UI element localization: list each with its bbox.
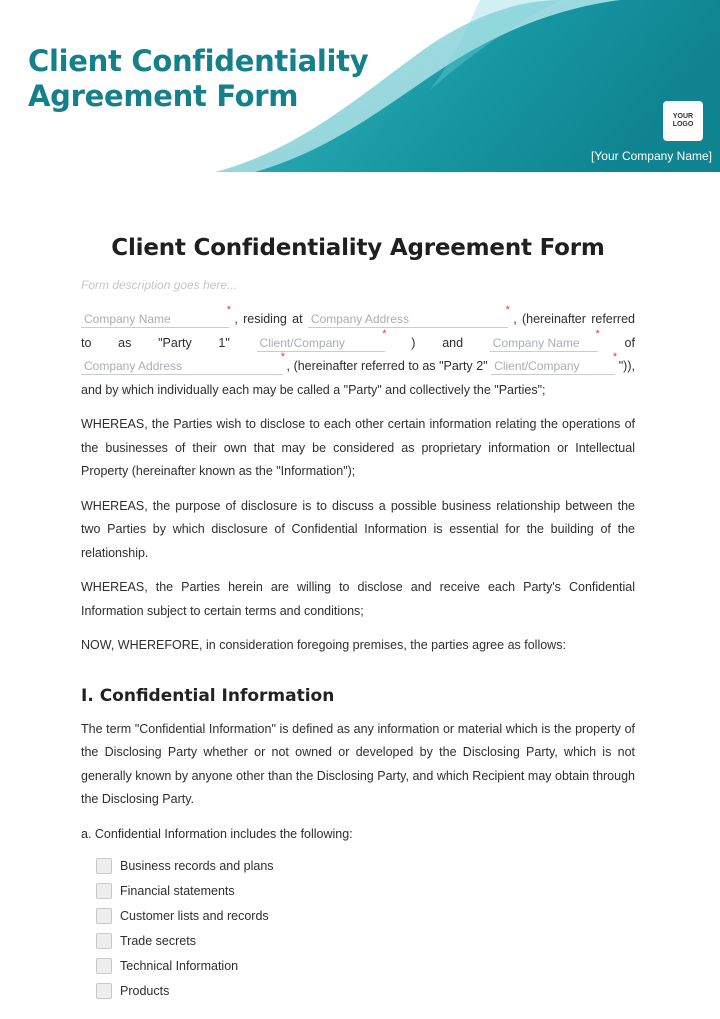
company-name-field[interactable]: Company Name * xyxy=(81,311,229,328)
checklist-item-label: Business records and plans xyxy=(120,859,274,873)
company-address-field[interactable]: Company Address * xyxy=(308,311,508,328)
checklist-item[interactable] xyxy=(96,879,635,904)
section-body: The term "Confidential Information" is defined as any information or material which is the property of the Disclosing Party whether or not owned or developed by the Disclosing Party, which is not generally known by anyone other than the Disclosing Party, and which Recipient may obtain through the Disclosing Party. xyxy=(81,721,635,806)
checklist-item-label: Financial statements xyxy=(120,884,235,898)
checkbox[interactable] xyxy=(96,983,112,999)
client-company-field-2[interactable]: Client/Company * xyxy=(491,358,615,375)
header-title xyxy=(28,44,368,114)
checklist-item-label: Customer lists and records xyxy=(120,909,269,923)
client-company-field[interactable]: Client/Company * xyxy=(257,335,385,352)
whereas-paragraph-3: WHEREAS, the Parties herein are willing to disclose and receive each Party's Confidential Information subject to certain terms and conditions; xyxy=(81,580,635,618)
checklist-item[interactable] xyxy=(96,904,635,929)
whereas-paragraph-1: WHEREAS, the Parties wish to disclose to each other certain information relating the operations of the businesses of their own that may be considered as proprietary information or Intellectual Property (hereinafter known as the "Information"); xyxy=(81,417,635,478)
checkbox[interactable] xyxy=(96,883,112,899)
logo-text-line-2: LOGO xyxy=(672,121,694,128)
section-subheading: a. Confidential Information includes the following: xyxy=(81,826,353,841)
company-logo xyxy=(663,101,703,141)
intro-text: , (hereinafter referred to as "Party 2" xyxy=(286,359,488,373)
checklist-item-label: Technical Information xyxy=(120,959,239,973)
intro-text: of xyxy=(624,335,635,350)
checklist-item[interactable] xyxy=(96,929,635,954)
whereas-paragraph-2: WHEREAS, the purpose of disclosure is to discuss a possible business relationship between the two Parties by which disclosure of Confidential Information is essential for the building of the relationship. xyxy=(81,498,635,560)
intro-text: , (hereinafter referred to as "Party 1" xyxy=(81,312,635,350)
checklist-item-label: Trade secrets xyxy=(120,934,196,948)
checklist-item[interactable] xyxy=(96,979,635,1004)
now-wherefore-paragraph: NOW, WHEREFORE, in consideration foregoing premises, the parties agree as follows: xyxy=(81,638,566,652)
company-address-field-2[interactable]: Company Address * xyxy=(81,358,283,375)
intro-text: ) and xyxy=(411,335,464,350)
checkbox[interactable] xyxy=(96,908,112,924)
header-title-line-2: Agreement Form xyxy=(28,79,299,113)
form-document xyxy=(81,228,635,1004)
checklist-item[interactable] xyxy=(96,954,635,979)
checklist-item-label: Products xyxy=(120,984,170,998)
checklist-item[interactable] xyxy=(96,854,635,879)
intro-paragraph xyxy=(81,308,635,402)
intro-text: ")), and by which individually each may be called a "Party" and collectively the "Parties"; xyxy=(81,359,635,397)
checkbox[interactable] xyxy=(96,933,112,949)
checkbox[interactable] xyxy=(96,858,112,874)
form-description-placeholder[interactable]: Form description goes here... xyxy=(81,278,238,292)
intro-text: , residing at xyxy=(234,312,303,326)
form-title: Client Confidentiality Agreement Form xyxy=(111,235,605,261)
company-name-field-2[interactable]: Company Name * xyxy=(490,335,598,352)
header-title-line-1: Client Confidentiality xyxy=(28,44,369,78)
logo-text-line-1: YOUR xyxy=(672,113,694,120)
confidential-info-checklist xyxy=(81,854,635,1004)
company-name: [Your Company Name] xyxy=(591,149,712,163)
section-heading: I. Confidential Information xyxy=(81,685,335,706)
checkbox[interactable] xyxy=(96,958,112,974)
header-banner xyxy=(0,0,720,180)
